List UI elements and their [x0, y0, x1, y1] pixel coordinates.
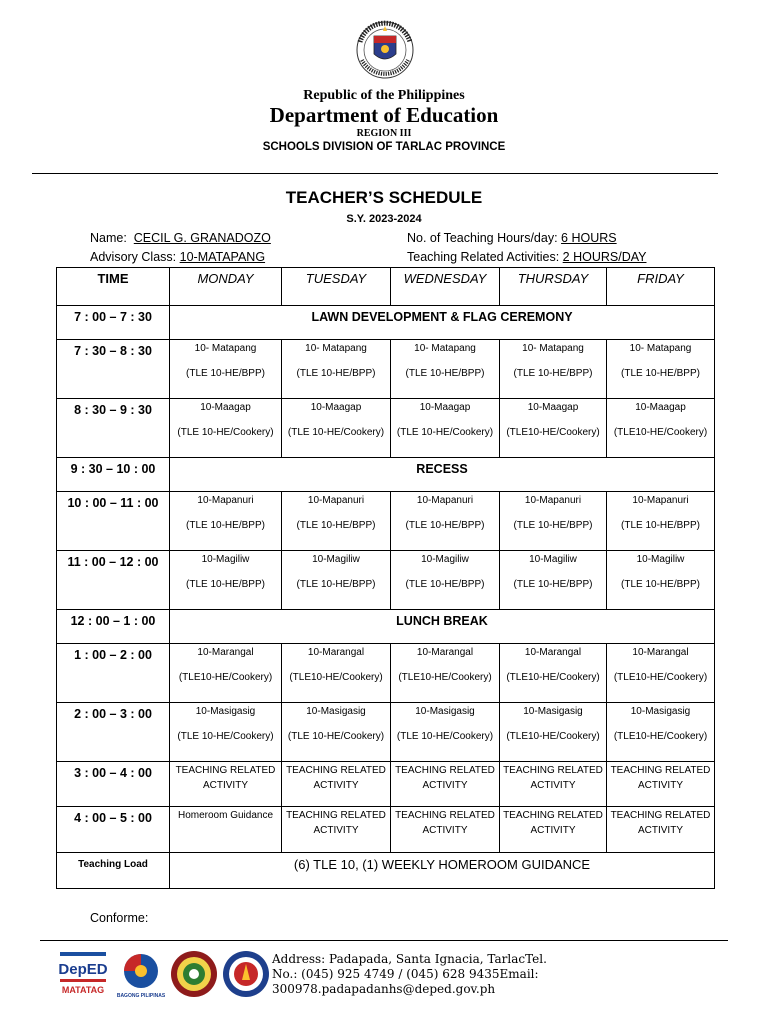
class-section: TEACHING RELATED	[503, 810, 603, 821]
time-slot: 8 : 30 – 9 : 30	[57, 399, 170, 458]
time-slot: 10 : 00 – 11 : 00	[57, 492, 170, 551]
class-section: 10-Mapanuri	[416, 495, 474, 506]
division-line: SCHOOLS DIVISION OF TARLAC PROVINCE	[262, 141, 506, 153]
class-section: 10-Marangal	[632, 647, 689, 658]
schedule-cell-wednesday	[391, 551, 500, 610]
class-section: 10-Masigasig	[195, 706, 256, 717]
subject-code: (TLE 10-HE/BPP)	[405, 579, 485, 590]
advisory-label: Advisory Class:	[90, 250, 177, 264]
class-section: 10-Maagap	[310, 402, 362, 413]
schedule-cell-friday	[607, 551, 715, 610]
col-header-thursday: THURSDAY	[500, 268, 607, 306]
school-seal-logo	[222, 950, 270, 998]
class-section: 10-Magiliw	[636, 554, 685, 565]
table-row	[57, 458, 715, 492]
class-section: TEACHING RELATED	[503, 765, 603, 776]
schedule-cell-thursday	[500, 340, 607, 399]
schedule-cell-tuesday	[282, 492, 391, 551]
schedule-cell-monday	[170, 762, 282, 807]
class-section: 10-Marangal	[307, 647, 365, 658]
subject-code: (TLE10-HE/Cookery)	[398, 672, 492, 683]
span-activity: LAWN DEVELOPMENT & FLAG CEREMONY	[170, 306, 715, 340]
subject-code: ACTIVITY	[313, 825, 359, 836]
subject-code: (TLE 10-HE/BPP)	[513, 579, 593, 590]
subject-code: (TLE 10-HE/BPP)	[621, 579, 700, 590]
deped-seal	[350, 20, 420, 80]
class-section: TEACHING RELATED	[286, 810, 386, 821]
schedule-cell-friday	[607, 644, 715, 703]
schedule-cell-friday	[607, 762, 715, 807]
schedule-cell-thursday	[500, 703, 607, 762]
teaching-load-value: (6) TLE 10, (1) WEEKLY HOMEROOM GUIDANCE	[170, 853, 715, 889]
class-section: 10- Matapang	[305, 343, 367, 354]
bagong-pilipinas-text: BAGONG PILIPINAS	[116, 993, 166, 999]
class-section: 10-Masigasig	[415, 706, 475, 717]
time-slot: 9 : 30 – 10 : 00	[57, 458, 170, 492]
table-row	[57, 340, 715, 399]
schedule-cell-thursday	[500, 399, 607, 458]
schedule-cell-tuesday	[282, 703, 391, 762]
division-seal-logo	[170, 950, 218, 998]
subject-code: (TLE 10-HE/Cookery)	[177, 731, 274, 742]
subject-code: ACTIVITY	[422, 825, 468, 836]
subject-code: ACTIVITY	[637, 780, 683, 791]
schedule-cell-friday	[607, 340, 715, 399]
subject-code: ACTIVITY	[530, 780, 576, 791]
advisory-value: 10-MATAPANG	[179, 250, 266, 264]
subject-code: ACTIVITY	[422, 780, 468, 791]
class-section: 10- Matapang	[414, 343, 476, 354]
subject-code: (TLE 10-HE/BPP)	[186, 368, 265, 379]
class-section: 10-Maagap	[527, 402, 579, 413]
class-section: TEACHING RELATED	[395, 765, 495, 776]
span-activity: LUNCH BREAK	[170, 610, 715, 644]
class-section: 10-Marangal	[197, 647, 254, 658]
schedule-cell-monday	[170, 340, 282, 399]
schedule-cell-wednesday	[391, 399, 500, 458]
schedule-cell-friday	[607, 703, 715, 762]
class-section: 10-Marangal	[524, 647, 582, 658]
teacher-name	[90, 231, 271, 245]
teaching-hours	[407, 231, 617, 245]
class-section: 10-Mapanuri	[307, 495, 365, 506]
class-section: 10-Masigasig	[523, 706, 583, 717]
class-section: 10- Matapang	[194, 343, 257, 354]
subject-code: (TLE10-HE/Cookery)	[613, 427, 708, 438]
class-section: TEACHING RELATED	[286, 765, 386, 776]
col-header-friday: FRIDAY	[607, 268, 715, 306]
footer-divider	[40, 940, 728, 941]
time-slot: 12 : 00 – 1 : 00	[57, 610, 170, 644]
conforme-label: Conforme:	[90, 911, 149, 925]
subject-code	[170, 821, 281, 825]
schedule-cell-friday	[607, 399, 715, 458]
span-activity: RECESS	[170, 458, 715, 492]
col-header-monday: MONDAY	[170, 268, 282, 306]
subject-code: (TLE 10-HE/BPP)	[513, 520, 593, 531]
school-year: S.Y. 2023-2024	[346, 213, 422, 225]
subject-code: (TLE 10-HE/Cookery)	[287, 427, 385, 438]
subject-code: (TLE 10-HE/Cookery)	[177, 427, 274, 438]
table-row	[57, 610, 715, 644]
header-divider	[32, 173, 718, 174]
time-slot: 3 : 00 – 4 : 00	[57, 762, 170, 807]
header-row	[57, 268, 715, 306]
schedule-cell-tuesday	[282, 340, 391, 399]
subject-code: (TLE10-HE/Cookery)	[613, 672, 708, 683]
time-slot: 4 : 00 – 5 : 00	[57, 807, 170, 853]
schedule-cell-monday	[170, 492, 282, 551]
teaching-load-label: Teaching Load	[57, 853, 170, 889]
subject-code: (TLE 10-HE/BPP)	[405, 368, 485, 379]
schedule-cell-wednesday	[391, 492, 500, 551]
time-slot: 2 : 00 – 3 : 00	[57, 703, 170, 762]
table-row	[57, 399, 715, 458]
deped-matatag-logo	[56, 950, 110, 998]
time-slot: 1 : 00 – 2 : 00	[57, 644, 170, 703]
schedule-cell-monday	[170, 644, 282, 703]
schedule-cell-thursday	[500, 762, 607, 807]
schedule-cell-monday	[170, 807, 282, 853]
schedule-cell-thursday	[500, 644, 607, 703]
class-section: 10-Magiliw	[529, 554, 577, 565]
subject-code: (TLE10-HE/Cookery)	[613, 731, 708, 742]
time-slot: 7 : 30 – 8 : 30	[57, 340, 170, 399]
class-section: 10-Maagap	[200, 402, 251, 413]
schedule-cell-thursday	[500, 807, 607, 853]
schedule-cell-tuesday	[282, 762, 391, 807]
class-section: 10-Mapanuri	[197, 495, 254, 506]
name-label: Name:	[90, 231, 127, 245]
subject-code: (TLE 10-HE/BPP)	[296, 579, 376, 590]
deped-logo-text: DepED	[58, 961, 108, 978]
page-title: TEACHER’S SCHEDULE	[285, 188, 483, 207]
related-value: 2 HOURS/DAY	[562, 250, 647, 264]
class-section: Homeroom Guidance	[177, 810, 274, 821]
col-header-wednesday: WEDNESDAY	[391, 268, 500, 306]
schedule-cell-wednesday	[391, 644, 500, 703]
subject-code: (TLE 10-HE/BPP)	[513, 368, 593, 379]
hours-value: 6 HOURS	[561, 231, 617, 245]
schedule-cell-friday	[607, 807, 715, 853]
schedule-cell-tuesday	[282, 551, 391, 610]
schedule-cell-tuesday	[282, 807, 391, 853]
class-section: 10-Magiliw	[421, 554, 469, 565]
subject-code: (TLE 10-HE/Cookery)	[287, 731, 385, 742]
name-value: CECIL G. GRANADOZO	[133, 231, 271, 245]
schedule-cell-monday	[170, 399, 282, 458]
hours-label: No. of Teaching Hours/day:	[407, 231, 558, 245]
table-row	[57, 306, 715, 340]
table-row	[57, 551, 715, 610]
subject-code: ACTIVITY	[202, 780, 248, 791]
class-section: 10-Maagap	[635, 402, 686, 413]
class-section: 10-Mapanuri	[632, 495, 689, 506]
subject-code: (TLE 10-HE/BPP)	[186, 579, 265, 590]
schedule-cell-monday	[170, 551, 282, 610]
class-section: 10-Masigasig	[630, 706, 691, 717]
teaching-load-row	[57, 853, 715, 889]
class-section: TEACHING RELATED	[395, 810, 495, 821]
bagong-pilipinas-logo	[116, 950, 166, 1000]
subject-code: (TLE 10-HE/BPP)	[186, 520, 265, 531]
class-section: 10-Mapanuri	[524, 495, 582, 506]
schedule-cell-tuesday	[282, 644, 391, 703]
department-name: Department of Education	[269, 103, 499, 127]
class-section: 10- Matapang	[522, 343, 584, 354]
subject-code: (TLE 10-HE/BPP)	[296, 368, 376, 379]
schedule-cell-wednesday	[391, 807, 500, 853]
class-section: 10-Marangal	[416, 647, 474, 658]
class-section: 10-Magiliw	[201, 554, 250, 565]
related-label: Teaching Related Activities:	[407, 250, 560, 264]
time-slot: 11 : 00 – 12 : 00	[57, 551, 170, 610]
class-section: TEACHING RELATED	[610, 765, 711, 776]
schedule-cell-friday	[607, 492, 715, 551]
advisory-class	[90, 250, 265, 264]
schedule-cell-wednesday	[391, 762, 500, 807]
table-row	[57, 762, 715, 807]
class-section: 10-Magiliw	[312, 554, 360, 565]
school-address: Address: Padapada, Santa Ignacia, TarlacTel. No.: (045) 925 4749 / (045) 628 9435Email: 300978.padapadanhs@deped.gov.ph	[272, 952, 547, 996]
subject-code: (TLE 10-HE/BPP)	[621, 520, 700, 531]
col-header-time: TIME	[57, 268, 170, 306]
class-section: TEACHING RELATED	[175, 765, 276, 776]
subject-code: (TLE10-HE/Cookery)	[289, 672, 383, 683]
time-slot: 7 : 00 – 7 : 30	[57, 306, 170, 340]
schedule-cell-monday	[170, 703, 282, 762]
table-row	[57, 807, 715, 853]
subject-code: (TLE 10-HE/BPP)	[296, 520, 376, 531]
subject-code: (TLE10-HE/Cookery)	[178, 672, 273, 683]
class-section: 10-Masigasig	[306, 706, 366, 717]
subject-code: ACTIVITY	[637, 825, 683, 836]
schedule-cell-thursday	[500, 492, 607, 551]
subject-code: (TLE 10-HE/BPP)	[405, 520, 485, 531]
region-line: REGION III	[356, 128, 412, 139]
class-section: TEACHING RELATED	[610, 810, 711, 821]
schedule-cell-wednesday	[391, 703, 500, 762]
subject-code: (TLE10-HE/Cookery)	[506, 731, 600, 742]
teaching-related	[407, 250, 646, 264]
subject-code: (TLE 10-HE/BPP)	[621, 368, 700, 379]
class-section: 10-Maagap	[419, 402, 471, 413]
subject-code: (TLE 10-HE/Cookery)	[396, 731, 494, 742]
table-row	[57, 703, 715, 762]
schedule-cell-tuesday	[282, 399, 391, 458]
table-row	[57, 492, 715, 551]
schedule-cell-wednesday	[391, 340, 500, 399]
subject-code: ACTIVITY	[530, 825, 576, 836]
class-section: 10- Matapang	[629, 343, 692, 354]
col-header-tuesday: TUESDAY	[282, 268, 391, 306]
schedule-table	[56, 267, 715, 889]
table-row	[57, 644, 715, 703]
subject-code: (TLE10-HE/Cookery)	[506, 427, 600, 438]
matatag-text: MATATAG	[61, 985, 105, 995]
republic-line: Republic of the Philippines	[303, 88, 465, 103]
schedule-cell-thursday	[500, 551, 607, 610]
subject-code: (TLE 10-HE/Cookery)	[396, 427, 494, 438]
subject-code: (TLE10-HE/Cookery)	[506, 672, 600, 683]
subject-code: ACTIVITY	[313, 780, 359, 791]
